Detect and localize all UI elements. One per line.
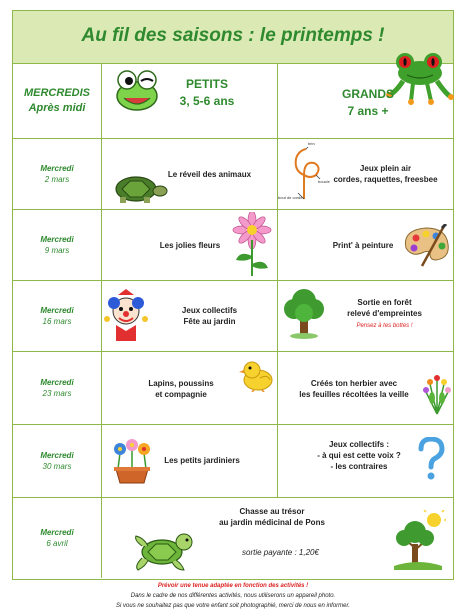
table-header-row <box>13 64 453 139</box>
petits-cell <box>102 210 278 280</box>
date-cell <box>13 425 102 497</box>
row-day: Mercredi <box>40 378 74 387</box>
date-cell <box>13 498 102 578</box>
page-title: Au fil des saisons : le printemps ! <box>81 25 385 46</box>
header-time: Après midi <box>28 102 86 114</box>
petits-activity-line2: Fête au jardin <box>183 317 236 326</box>
header-petits-age: 3, 5-6 ans <box>179 94 235 108</box>
grands-activity-line2: les feuilles récoltées la veille <box>299 390 409 399</box>
grands-activity-line1: Jeux collectifs : <box>328 440 390 449</box>
flower-icon <box>230 212 274 278</box>
paint-palette-icon <box>402 224 450 268</box>
grands-activity <box>322 297 447 332</box>
grands-cell <box>278 425 453 497</box>
grands-cell <box>278 281 453 351</box>
date-cell <box>13 352 102 424</box>
sketch-label-boucle: boucle <box>318 179 330 184</box>
tree-icon <box>282 285 326 339</box>
petits-activity <box>126 378 236 400</box>
date-cell <box>13 210 102 280</box>
grands-activity <box>318 163 453 185</box>
title-bar <box>13 11 453 64</box>
grands-cell <box>278 210 453 280</box>
grands-activity-line1: Sortie en forêt <box>357 298 412 307</box>
tree-sun-icon <box>390 510 446 570</box>
row-date: 23 mars <box>42 389 72 398</box>
grands-activity-line2: cordes, raquettes, freesbee <box>333 175 438 184</box>
table-row <box>13 352 453 425</box>
row-day: Mercredi <box>40 235 74 244</box>
footer-warning: Prévoir une tenue adaptée en fonction des activités ! <box>157 583 309 589</box>
header-day: MERCREDIS <box>23 87 90 99</box>
row-date: 30 mars <box>42 462 72 471</box>
row-day: Mercredi <box>40 528 74 537</box>
sketch-label-brin: brin <box>308 141 315 146</box>
merged-activity-line2: au jardin médicinal de Pons <box>219 518 325 527</box>
petits-activity: Les jolies fleurs <box>159 241 221 250</box>
header-grands-cell <box>278 64 453 138</box>
merged-activity-cell <box>102 498 453 578</box>
merged-activity-line1: Chasse au trésor <box>239 507 305 516</box>
date-cell <box>13 281 102 351</box>
chick-icon <box>238 358 278 392</box>
header-petits <box>162 76 252 110</box>
footer-photo-note: Dans le cadre de nos différentes activités, nous utiliserons un appareil photo. <box>130 593 336 599</box>
header-day-cell <box>13 64 102 138</box>
sea-turtle-icon <box>132 526 198 572</box>
table-row <box>13 281 453 352</box>
merged-price: sortie payante : 1,20€ <box>242 548 319 557</box>
petits-activity-line1: Lapins, poussins <box>148 379 214 388</box>
grands-activity-line2: - à qui est cette voix ? <box>317 451 401 460</box>
row-date: 2 mars <box>44 175 70 184</box>
header-grands-age: 7 ans + <box>347 104 389 118</box>
row-date: 9 mars <box>44 246 70 255</box>
row-day: Mercredi <box>40 306 74 315</box>
petits-activity: Le réveil des animaux <box>167 170 252 179</box>
petits-cell <box>102 425 278 497</box>
merged-activity <box>202 506 342 528</box>
table-row <box>13 139 453 210</box>
footer-photo-consent: Si vous ne souhaitez pas que votre enfant soit photographié, merci de nous en informer. <box>116 603 350 609</box>
grands-activity <box>304 439 414 472</box>
row-day: Mercredi <box>40 164 74 173</box>
grands-activity-line1: Créés ton herbier avec <box>310 379 398 388</box>
header-grands <box>318 86 418 120</box>
sketch-label-bout: bout de corde <box>278 195 303 200</box>
header-petits-label: PETITS <box>185 77 228 91</box>
grands-activity <box>284 378 424 400</box>
grands-cell <box>278 139 453 209</box>
petits-activity <box>142 305 277 327</box>
herbs-bouquet-icon <box>422 360 452 416</box>
question-mark-icon <box>416 437 446 481</box>
header-grands-label: GRANDS <box>341 87 394 101</box>
flower-pot-icon <box>108 435 156 485</box>
grands-activity-line3: - les contraires <box>330 462 388 471</box>
petits-cell <box>102 281 278 351</box>
frog-winking-icon <box>112 68 162 114</box>
grands-activity: Print' à peinture <box>332 241 394 250</box>
row-date: 6 avril <box>46 539 68 548</box>
grands-activity-line2: relevé d'empreintes <box>347 309 422 318</box>
row-day: Mercredi <box>40 451 74 460</box>
petits-cell <box>102 139 278 209</box>
schedule-sheet <box>12 10 454 580</box>
petits-activity-line1: Jeux collectifs <box>181 306 238 315</box>
table-row <box>13 425 453 498</box>
table-row <box>13 210 453 281</box>
header-petits-cell <box>102 64 278 138</box>
date-cell <box>13 139 102 209</box>
row-date: 16 mars <box>42 317 72 326</box>
grands-activity-line1: Jeux plein air <box>359 164 412 173</box>
petits-activity-line2: et compagnie <box>155 390 207 399</box>
table-row <box>13 498 453 578</box>
grands-cell <box>278 352 453 424</box>
grands-note: Pensez à tes bottes ! <box>356 323 413 329</box>
petits-activity: Les petits jardiniers <box>164 456 240 465</box>
petits-cell <box>102 352 278 424</box>
